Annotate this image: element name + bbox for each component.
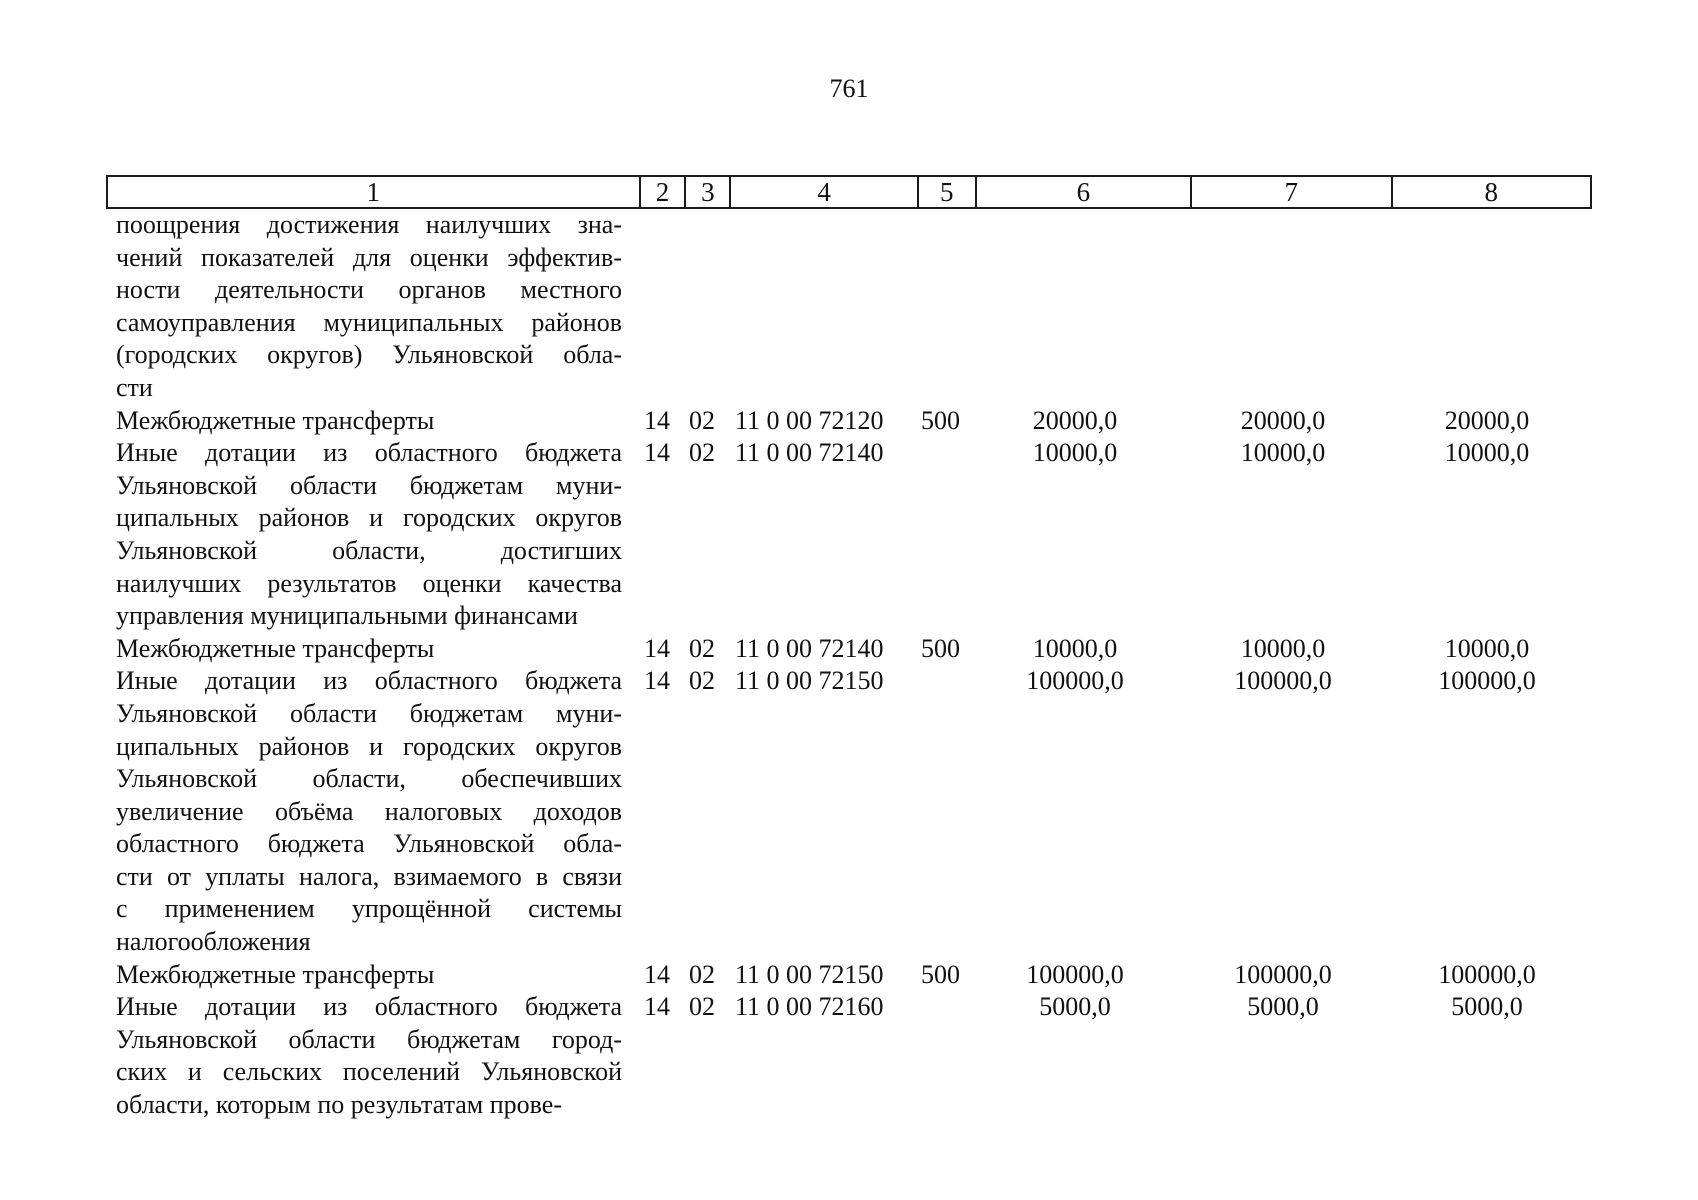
cell-amount-year-3: 20000,0: [1444, 405, 1530, 435]
cell-target-article: 11 0 00 72160: [735, 992, 884, 1022]
description-line: области, которым по результатам прове-: [116, 1090, 562, 1120]
cell-amount-year-3: 100000,0: [1438, 959, 1536, 989]
description-line: управления муниципальными финансами: [116, 601, 578, 631]
table-body: [0, 209, 1698, 1122]
description-line: Ульяновской области бюджетам муни-: [116, 698, 622, 728]
table-row: [0, 665, 1698, 958]
description-line: Иные дотации из областного бюджета: [116, 666, 622, 696]
description-line: ципальных районов и городских округов: [116, 731, 622, 761]
cell-subsection: 02: [689, 666, 715, 696]
cell-section: 14: [644, 633, 670, 663]
cell-amount-year-2: 100000,0: [1234, 959, 1332, 989]
table-row: [0, 209, 1698, 405]
cell-amount-year-3: 10000,0: [1444, 633, 1530, 663]
description-line: Межбюджетные трансферты: [116, 633, 435, 663]
description-line: ципальных районов и городских округов: [116, 503, 622, 533]
cell-amount-year-1: 100000,0: [1026, 959, 1124, 989]
cell-expense-type: 500: [921, 959, 960, 989]
page-number: 761: [829, 74, 869, 103]
cell-subsection: 02: [689, 438, 715, 468]
cell-target-article: 11 0 00 72140: [735, 633, 884, 663]
cell-target-article: 11 0 00 72140: [735, 438, 884, 468]
cell-amount-year-3: 100000,0: [1438, 666, 1536, 696]
cell-subsection: 02: [689, 959, 715, 989]
header-col-3: 3: [686, 177, 731, 207]
description-line: увеличение объёма налоговых доходов: [116, 796, 622, 826]
header-col-5: 5: [919, 177, 977, 207]
table-row: [0, 959, 1698, 992]
header-col-6: 6: [977, 177, 1192, 207]
cell-amount-year-2: 100000,0: [1234, 666, 1332, 696]
description-line: чений показателей для оценки эффектив-: [116, 242, 622, 272]
description-line: Ульяновской области бюджетам город-: [116, 1024, 622, 1054]
cell-section: 14: [644, 992, 670, 1022]
description-line: поощрения достижения наилучших зна-: [116, 210, 622, 239]
description-line: самоуправления муниципальных районов: [116, 307, 622, 337]
cell-amount-year-1: 5000,0: [1039, 992, 1111, 1022]
cell-subsection: 02: [689, 405, 715, 435]
cell-section: 14: [644, 666, 670, 696]
table-row: [0, 405, 1698, 438]
cell-amount-year-1: 10000,0: [1032, 633, 1118, 663]
table-row: [0, 437, 1698, 633]
cell-section: 14: [644, 405, 670, 435]
cell-expense-type: 500: [921, 405, 960, 435]
cell-section: 14: [644, 438, 670, 468]
row-description: [116, 991, 622, 1121]
description-line: сти от уплаты налога, взимаемого в связи: [116, 861, 622, 891]
cell-target-article: 11 0 00 72120: [735, 405, 884, 435]
row-description: [116, 959, 622, 992]
cell-amount-year-1: 100000,0: [1026, 666, 1124, 696]
cell-subsection: 02: [689, 992, 715, 1022]
description-line: налогообложения: [116, 927, 311, 957]
description-line: сти: [116, 372, 153, 402]
cell-amount-year-3: 5000,0: [1451, 992, 1523, 1022]
table-row: [0, 633, 1698, 666]
table-header: [106, 175, 1592, 209]
row-description: [116, 633, 622, 666]
cell-amount-year-2: 10000,0: [1240, 438, 1326, 468]
row-description: [116, 209, 622, 405]
cell-subsection: 02: [689, 633, 715, 663]
description-line: ских и сельских поселений Ульяновской: [116, 1057, 622, 1087]
cell-amount-year-2: 10000,0: [1240, 633, 1326, 663]
cell-amount-year-3: 10000,0: [1444, 438, 1530, 468]
cell-target-article: 11 0 00 72150: [735, 666, 884, 696]
row-description: [116, 405, 622, 438]
row-description: [116, 665, 622, 958]
cell-expense-type: 500: [921, 633, 960, 663]
description-line: (городских округов) Ульяновской обла-: [116, 340, 622, 370]
cell-amount-year-2: 5000,0: [1247, 992, 1319, 1022]
cell-amount-year-2: 20000,0: [1240, 405, 1326, 435]
cell-target-article: 11 0 00 72150: [735, 959, 884, 989]
description-line: Ульяновской области бюджетам муни-: [116, 470, 622, 500]
table-row: [0, 991, 1698, 1121]
header-col-1: 1: [108, 177, 641, 207]
header-col-8: 8: [1484, 177, 1499, 207]
description-line: Иные дотации из областного бюджета: [116, 992, 622, 1022]
description-line: Иные дотации из областного бюджета: [116, 438, 622, 468]
header-col-2: 2: [641, 177, 687, 207]
description-line: Ульяновской области, достигших: [116, 535, 622, 565]
description-line: областного бюджета Ульяновской обла-: [116, 829, 622, 859]
cell-amount-year-1: 10000,0: [1032, 438, 1118, 468]
cell-amount-year-1: 20000,0: [1032, 405, 1118, 435]
description-line: наилучших результатов оценки качества: [116, 568, 622, 598]
row-description: [116, 437, 622, 633]
header-col-4: 4: [731, 177, 919, 207]
header-col-7: 7: [1192, 177, 1392, 207]
description-line: ности деятельности органов местного: [116, 275, 622, 305]
description-line: с применением упрощённой системы: [116, 894, 622, 924]
description-line: Межбюджетные трансферты: [116, 959, 435, 989]
cell-section: 14: [644, 959, 670, 989]
description-line: Межбюджетные трансферты: [116, 405, 435, 435]
description-line: Ульяновской области, обеспечивших: [116, 764, 622, 794]
